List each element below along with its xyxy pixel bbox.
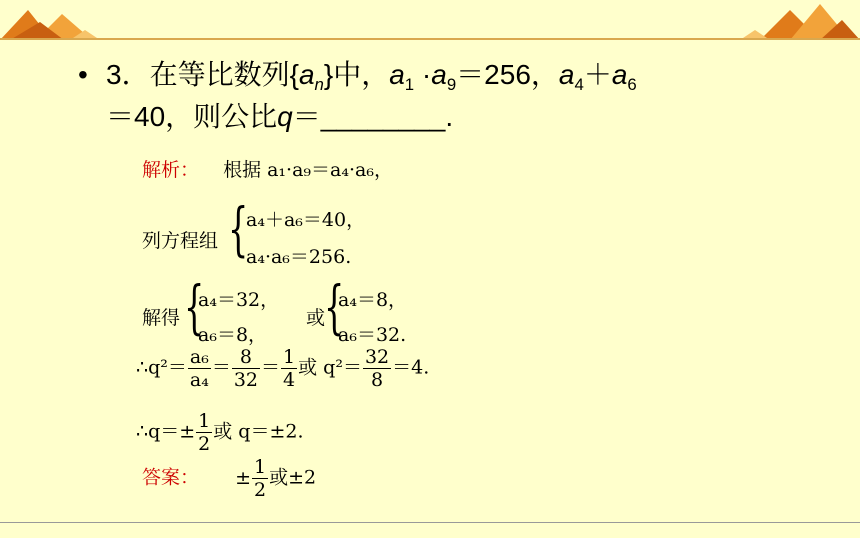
solution-2-row-2: a₆＝32.	[338, 324, 407, 346]
solution-label: 解析：	[142, 159, 200, 181]
system-label: 列方程组	[142, 230, 219, 252]
solution-brace-2: {	[324, 273, 345, 341]
problem-line-1: 3．在等比数列$\{a_n\}$中，$a_1 \cdot a_9=256$，$a_4+a_6$	[106, 59, 637, 94]
or-text: 或	[306, 307, 326, 329]
footer-rule	[0, 522, 860, 523]
problem-line-2: ＝40，则公比q＝________.	[106, 101, 454, 132]
solution-1-row-1: a₄＝32，	[198, 289, 280, 311]
system-row-2: a₄·a₆＝256.	[246, 246, 352, 268]
system-brace: {	[228, 195, 249, 263]
header-decoration	[0, 0, 860, 40]
system-row-1: a₄＋a₆＝40，	[246, 209, 366, 231]
q-squared-line: ∴q²＝ $\frac{\text{a₆}}{\text{a₄}}$ ＝ $\frac{8}{32}$ ＝ $\frac{1}{4}$ 或 q²＝ $\frac{32}{8}$ ＝4.	[136, 346, 430, 391]
answer-label: 答案：	[142, 466, 200, 489]
solve-label: 解得	[142, 307, 181, 329]
solution-2-row-1: a₄＝8，	[338, 289, 408, 311]
solution-1-row-2: a₆＝8，	[198, 324, 268, 346]
header-rule	[0, 38, 860, 40]
bullet: •	[78, 59, 88, 90]
solution-brace-1: {	[184, 273, 205, 341]
q-line: ∴q＝± $\frac{1}{2}$ 或 q＝±2.	[136, 410, 304, 455]
solution-line-1: 解析： 根据 a₁·a₉＝a₄·a₆，	[142, 159, 393, 181]
answer-line: 答案： ± $\frac{1}{2}$ 或±2	[142, 456, 317, 501]
